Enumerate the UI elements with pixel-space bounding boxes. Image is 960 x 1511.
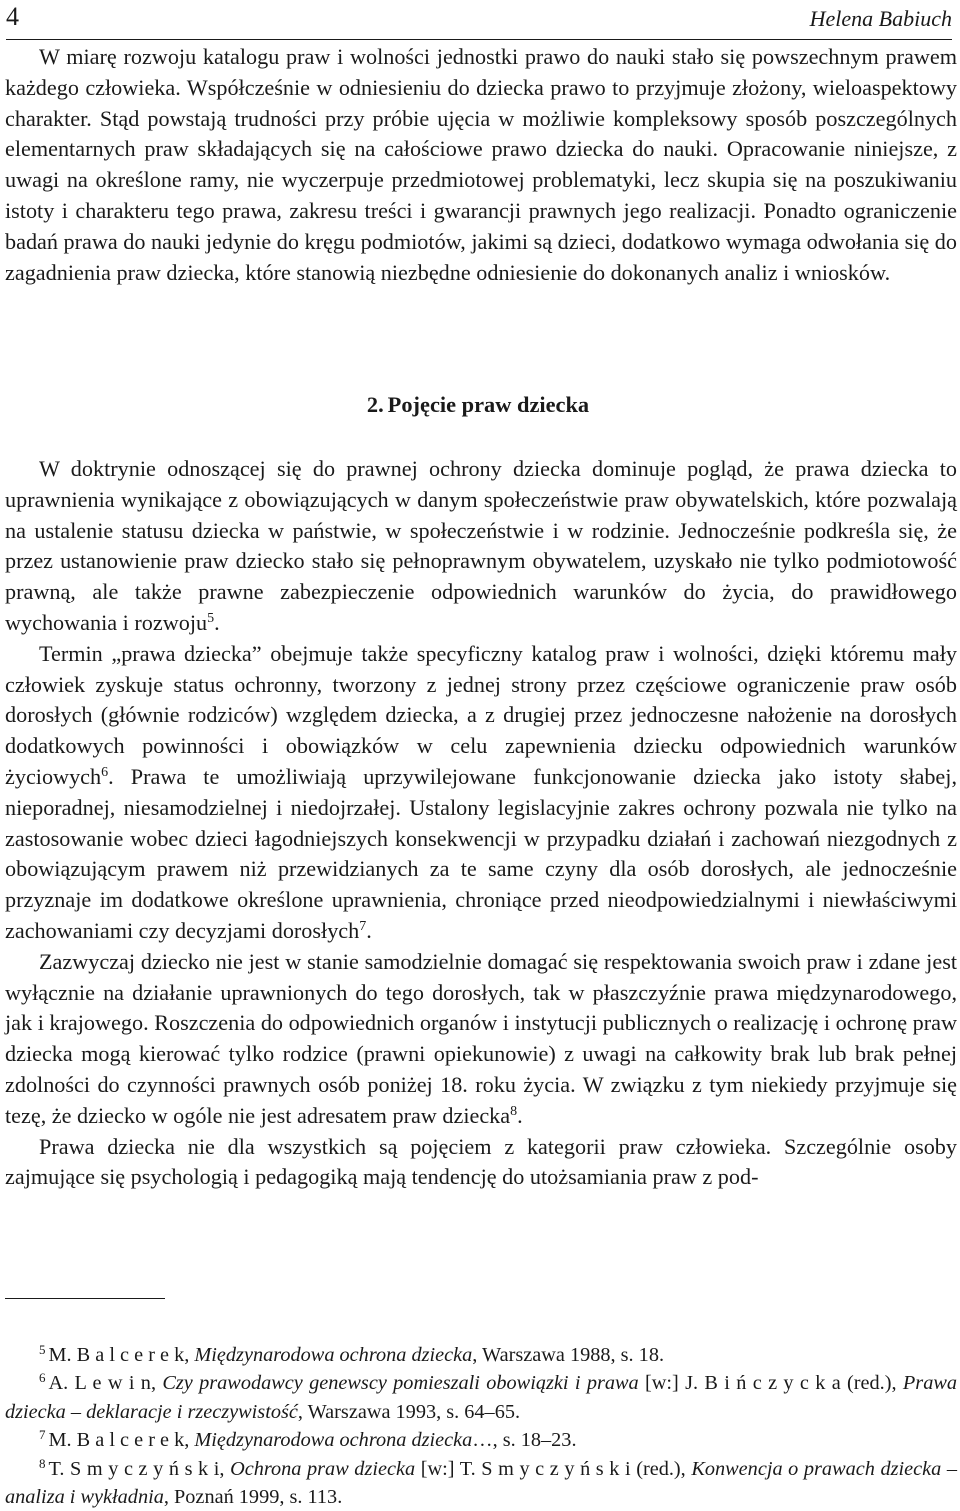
footnote-7: $^7$ M. B a l c e r e k, Międzynarodowa ochrona dziecka…, s. 18–23. bbox=[39, 1427, 577, 1452]
section-body bbox=[5, 454, 957, 1193]
section-heading bbox=[0, 390, 960, 420]
footnote-separator bbox=[5, 1298, 165, 1299]
footnote-8: $^8$ T. S m y c z y ń s k i, Ochrona praw dziecka [w:] T. S m y c z y ń s k i (red.), Konwencja o prawach dziecka – analiza i wykładnia, Poznań 1999, s. 113. bbox=[5, 1455, 958, 1509]
footnotes bbox=[5, 1341, 957, 1511]
intro-paragraph: W miarę rozwoju katalogu praw i wolności jednostki prawo do nauki stało się powszechnym prawem każdego człowieka. Współcześnie w odniesieniu do dziecka prawo to przyjmuje złożony, wieloaspektowy charakter. Stąd powstają trudności przy próbie ujęcia w możliwie kompleksowy sposób poszczególnych elementarnych praw składających się na całościowe prawo dziecka do nauki. Opracowanie niniejsze, z uwagi na określone ramy, nie wyczerpuje przedmiotowej problematyki, lecz skupia się na poszukiwaniu istoty i charakteru tego prawa, zakresu treści i gwarancji prawnych jego realizacji. Ponadto ograniczenie badań prawa do nauki jedynie do kręgu podmiotów, jakimi są dzieci, dodatkowo wymaga odwołania się do zagadnienia praw dziecka, które stanowią niezbędne odniesienie do dokonanych analiz i wniosków. bbox=[5, 44, 957, 285]
paragraph-4: Prawa dziecka nie dla wszystkich są pojęciem z kategorii praw człowieka. Szczególnie osoby zajmujące się psychologią i pedagogiką mają tendencję do utożsamiania praw z pod- bbox=[5, 1133, 957, 1190]
footnote-ref-5[interactable]: 5 bbox=[207, 610, 215, 626]
footnote-5: $^5$ M. B a l c e r e k, Międzynarodowa ochrona dziecka, Warszawa 1988, s. 18. bbox=[39, 1342, 665, 1366]
paragraph-2: Termin „prawa dziecka” obejmuje także specyficzny katalog praw i wolności, dzięki któremu mały człowiek zyskuje status ochronny, tworzony z jednej strony przez częściowe ograniczenie praw osób dorosłych (głównie rodziców) względem dziecka, a z drugiej przez jednoczesne nałożenie na dorosłych dodatkowych powinności i obowiązków w celu zapewnienia dziecku odpowiednich warunków życiowych$^6$. Prawa te umożliwiają uprzywilejowane funkcjonowanie dziecka jako istoty słabej, nieporadnej, niesamodzielnej i niedojrzałej. Ustalony legislacyjnie zakres ochrony pozwala nie tylko na zastosowanie wobec dzieci łagodniejszych konsekwencji w przypadku działań i zachowań niezgodnych z obowiązującym prawem niż przewidzianych za te same czyny dla osób dorosłych, ale jednocześnie przyznaje im dodatkowe określone uprawnienia, chroniące przed nieodpowiedzialnymi i niewłaściwymi zachowaniami czy decyzjami dorosłych$^7$. bbox=[5, 640, 957, 943]
running-head-author: Helena Babiuch bbox=[809, 6, 952, 31]
footnote-6: $^6$ A. L e w i n, Czy prawodawcy genewscy pomieszali obowiązki i prawa [w:] J. B i ń c z y c k a (red.), Prawa dziecka – deklaracje i rzeczywistość, Warszawa 1993, s. 64–65. bbox=[5, 1370, 958, 1423]
header-rule bbox=[6, 39, 952, 40]
footnote-ref-7[interactable]: 7 bbox=[359, 918, 367, 934]
footnote-ref-8[interactable]: 8 bbox=[510, 1103, 518, 1119]
page-header bbox=[6, 0, 952, 40]
section-title: Pojęcie praw dziecka bbox=[387, 392, 590, 417]
paragraph-3: Zazwyczaj dziecko nie jest w stanie samodzielnie domagać się respektowania swoich praw i zdane jest wyłącznie na działanie uprawnionych do tego dorosłych, tak w płaszczyźnie prawa międzynarodowego, jak i krajowego. Roszczenia do odpowiednich organów i instytucji publicznych o realizację i ochronę praw dziecka mogą kierować tylko rodzice (prawni opiekunowie) z uwagi na całkowity brak lub brak pełnej zdolności do czynności prawnych osób poniżej 18. roku życia. W związku z tym niekiedy przyjmuje się tezę, że dziecko w ogóle nie jest adresatem praw dziecka$^8$. bbox=[5, 948, 957, 1128]
intro-text bbox=[5, 42, 957, 288]
section-number: 2. bbox=[366, 392, 384, 417]
footnote-ref-6[interactable]: 6 bbox=[101, 764, 109, 780]
page-number: 4 bbox=[6, 2, 19, 31]
paragraph-1: W doktrynie odnoszącej się do prawnej ochrony dziecka dominuje pogląd, że prawa dziecka to uprawnienia wynikające z obowiązujących w danym społeczeństwie praw obywatelskich, które pozwalają na ustalenie statusu dziecka w państwie, w społeczeństwie i w rodzinie. Jednocześnie podkreśla się, że przez ustanowienie praw dziecko stało się pełnoprawnym obywatelem, uzyskało nie tylko podmiotowość prawną, ale także prawne zabezpieczenie odpowiednich warunków do życia, do prawidłowego wychowania i rozwoju$^5$. bbox=[5, 456, 957, 635]
